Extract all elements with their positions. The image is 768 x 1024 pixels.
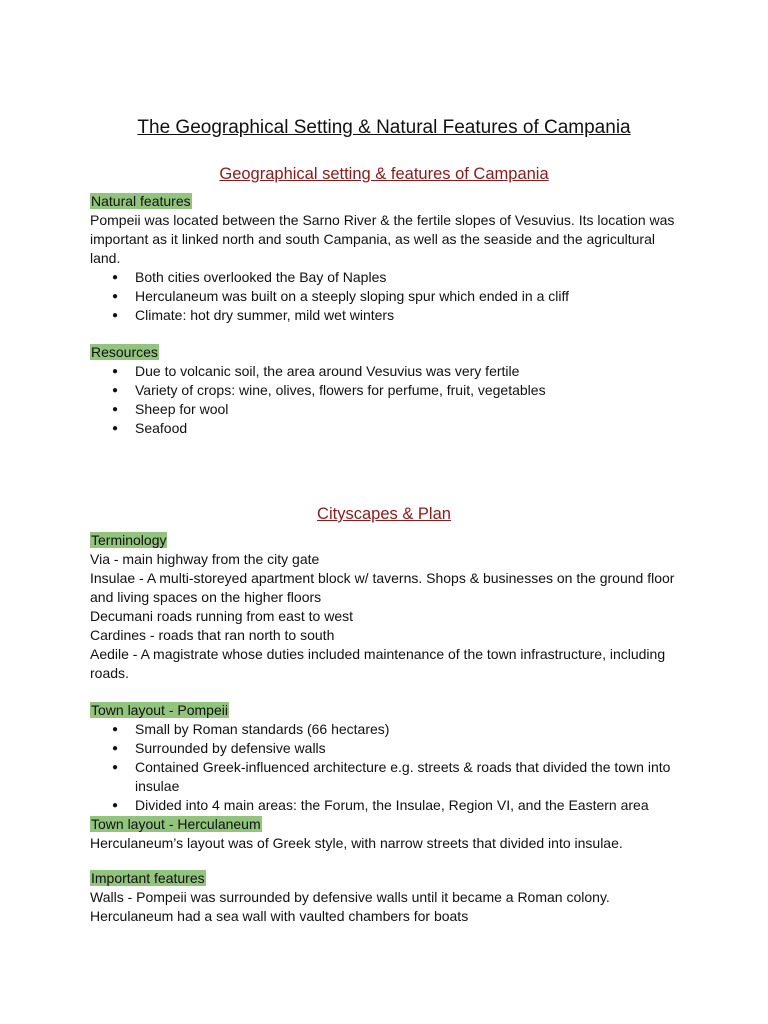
label-natural-features: Natural features (91, 193, 191, 209)
list-item: ● Herculaneum was built on a steeply sloping spur which ended in a cliff (90, 287, 680, 306)
label-terminology: Terminology (91, 532, 167, 548)
bullet-list (90, 362, 680, 438)
paragraph: Insulae - A multi-storeyed apartment block w/ taverns. Shops & businesses on the ground floor and living spaces on the higher floors (90, 570, 675, 605)
paragraph: Aedile - A magistrate whose duties included maintenance of the town infrastructure, including roads. (90, 646, 666, 681)
label-important-features: Important features (91, 870, 205, 886)
list-item: ● Climate: hot dry summer, mild wet winters (90, 306, 680, 325)
paragraph: Cardines - roads that ran north to south (90, 627, 335, 643)
paragraph: Decumani roads running from east to west (90, 608, 354, 624)
list-item: ● Variety of crops: wine, olives, flowers for perfume, fruit, vegetables (90, 381, 680, 400)
list-item: ● Divided into 4 main areas: the Forum, the Insulae, Region VI, and the Eastern area (90, 796, 680, 815)
list-item: ● Small by Roman standards (66 hectares) (90, 720, 680, 739)
section-heading-geography: Geographical setting & features of Campania (219, 165, 549, 183)
bullet-list (90, 268, 680, 325)
label-resources: Resources (91, 344, 158, 360)
terminology-block (90, 531, 680, 683)
list-item: ● Contained Greek-influenced architecture e.g. streets & roads that divided the town into insulae (90, 758, 680, 796)
important-features-block (90, 869, 680, 926)
list-item: ● Seafood (90, 419, 680, 438)
bullet-list (90, 720, 680, 815)
list-item: ● Sheep for wool (90, 400, 680, 419)
natural-features-block (90, 192, 680, 325)
resources-block (90, 343, 680, 438)
label-town-layout-herculaneum: Town layout - Herculaneum (91, 816, 261, 832)
paragraph: Herculaneum had a sea wall with vaulted chambers for boats (90, 908, 469, 924)
list-item: ● Both cities overlooked the Bay of Naples (90, 268, 680, 287)
paragraph: Pompeii was located between the Sarno River & the fertile slopes of Vesuvius. Its location was important as it linked north and south Campania, as well as the seaside and the agricultural land. (90, 212, 675, 266)
paragraph: Via - main highway from the city gate (90, 551, 320, 567)
section-heading-cityscapes: Cityscapes & Plan (317, 505, 451, 523)
paragraph: Walls - Pompeii was surrounded by defensive walls until it became a Roman colony. (90, 889, 610, 905)
town-layout-pompeii-block (90, 701, 680, 853)
paragraph: Herculaneum’s layout was of Greek style, with narrow streets that divided into insulae. (90, 835, 623, 851)
list-item: ● Due to volcanic soil, the area around Vesuvius was very fertile (90, 362, 680, 381)
document-title: The Geographical Setting & Natural Features of Campania (137, 117, 631, 138)
list-item: ● Surrounded by defensive walls (90, 739, 680, 758)
label-town-layout-pompeii: Town layout - Pompeii (91, 702, 228, 718)
